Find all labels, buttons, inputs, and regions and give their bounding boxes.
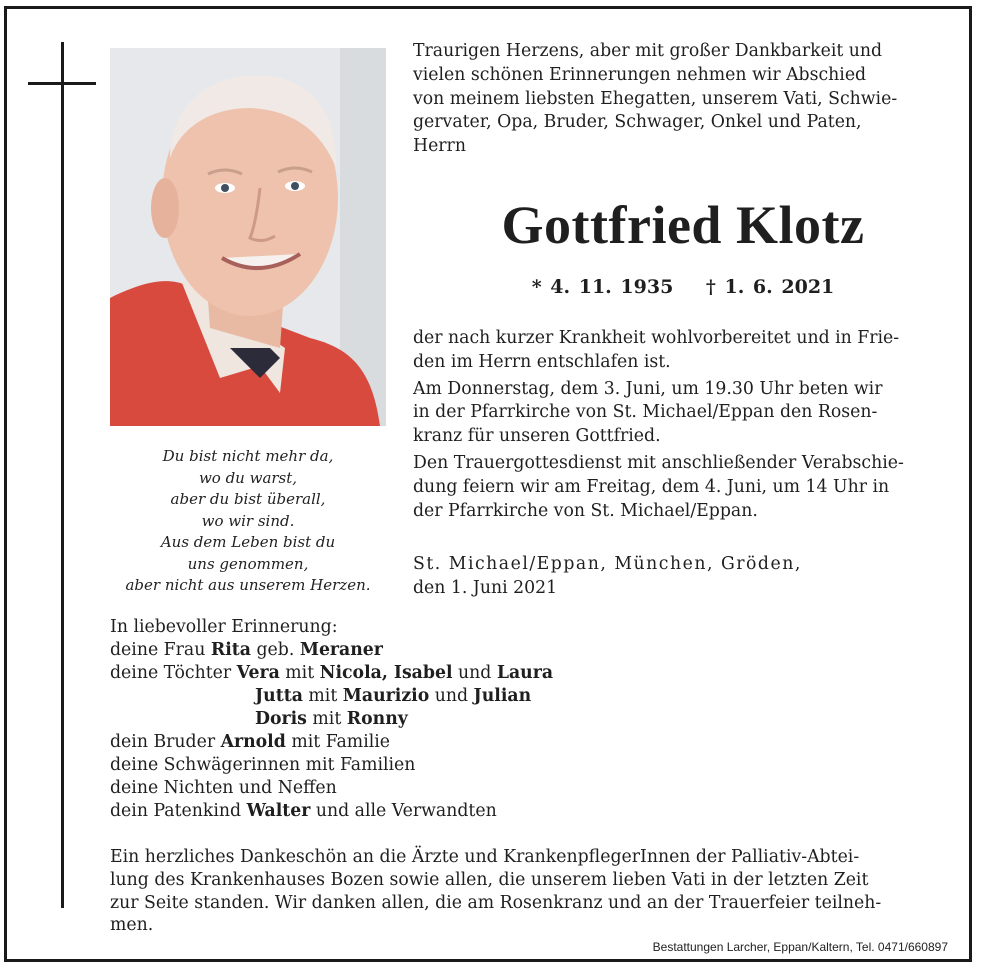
poem-line: aber nicht aus unserem Herzen. <box>125 576 371 594</box>
thanks-line: zur Seite standen. Wir danken allen, die am Rosenkranz und an der Trauerfeier teilneh- <box>110 892 882 913</box>
poem-line: wo du warst, <box>198 468 298 487</box>
family-row-daughter: Doris mit Ronny <box>255 709 408 729</box>
body-line: kranz für unseren Gottfried. <box>413 426 661 447</box>
body-line: den im Herrn entschlafen ist. <box>413 351 671 372</box>
family-heading: In liebevoller Erinnerung: <box>110 617 338 637</box>
intro-line: von meinem liebsten Ehegatten, unserem Vati, Schwie- <box>413 88 898 109</box>
thanks-line: lung des Krankenhauses Bozen sowie allen, die unserem lieben Vati in der letzten Zeit <box>110 869 869 890</box>
poem-line: Aus dem Leben bist du <box>160 533 336 551</box>
body-line: Den Trauergottesdienst mit anschließender Verabschie- <box>413 452 904 473</box>
intro-text <box>413 40 953 159</box>
family-row-godchild: dein Patenkind Walter und alle Verwandten <box>110 801 497 821</box>
family-row-daughter: Jutta mit Maurizio und Julian <box>255 686 532 706</box>
place-line: St. Michael/Eppan, München, Gröden, <box>413 554 802 574</box>
place-and-date <box>413 553 953 601</box>
intro-line: vielen schönen Erinnerungen nehmen wir Abschied <box>413 64 867 85</box>
funeral-home-credit: Bestattungen Larcher, Eppan/Kaltern, Tel. 0471/660897 <box>652 940 948 954</box>
intro-line: Traurigen Herzens, aber mit großer Dankbarkeit und <box>413 41 883 61</box>
life-dates <box>413 276 953 298</box>
family-row-daughter: deine Töchter Vera mit Nicola, Isabel und Laura <box>110 663 554 683</box>
poem-line: wo wir sind. <box>201 511 295 530</box>
family-row-brother: dein Bruder Arnold mit Familie <box>110 732 391 752</box>
deceased-name: Gottfried Klotz <box>501 195 865 255</box>
poem-line: Du bist nicht mehr da, <box>162 447 334 465</box>
memorial-poem <box>100 446 396 597</box>
cross-icon-horizontal <box>28 82 96 85</box>
family-row-sisters-in-law: deine Schwägerinnen mit Familien <box>110 755 416 775</box>
body-line: der nach kurzer Krankheit wohlvorbereitet und in Frie- <box>413 328 900 348</box>
thanks-line: Ein herzliches Dankeschön an die Ärzte und KrankenpflegerInnen der Palliativ-Abtei- <box>110 847 860 867</box>
body-line: in der Pfarrkirche von St. Michael/Eppan den Rosen- <box>413 402 878 423</box>
cross-icon-vertical <box>61 42 64 908</box>
portrait-photo <box>110 48 386 426</box>
family-row-wife: deine Frau Rita geb. Meraner <box>110 640 383 660</box>
family-list <box>110 616 650 823</box>
poem-line: uns genommen, <box>187 554 309 573</box>
intro-line: gervater, Opa, Bruder, Schwager, Onkel und Paten, <box>413 112 862 133</box>
date-line: den 1. Juni 2021 <box>413 577 558 598</box>
portrait-illustration <box>110 48 386 426</box>
family-row-nieces-nephews: deine Nichten und Neffen <box>110 778 337 798</box>
thanks-text <box>110 846 946 937</box>
intro-line: Herrn <box>413 136 466 157</box>
birth-date: * 4. 11. 1935 <box>531 276 674 298</box>
thanks-line: men. <box>110 915 154 936</box>
body-line: der Pfarrkirche von St. Michael/Eppan. <box>413 500 758 521</box>
body-line: Am Donnerstag, dem 3. Juni, um 19.30 Uhr beten wir <box>413 378 883 399</box>
death-date: † 1. 6. 2021 <box>705 276 835 298</box>
announcement-body <box>413 327 953 523</box>
poem-line: aber du bist überall, <box>170 490 326 508</box>
body-line: dung feiern wir am Freitag, dem 4. Juni, um 14 Uhr in <box>413 476 890 497</box>
